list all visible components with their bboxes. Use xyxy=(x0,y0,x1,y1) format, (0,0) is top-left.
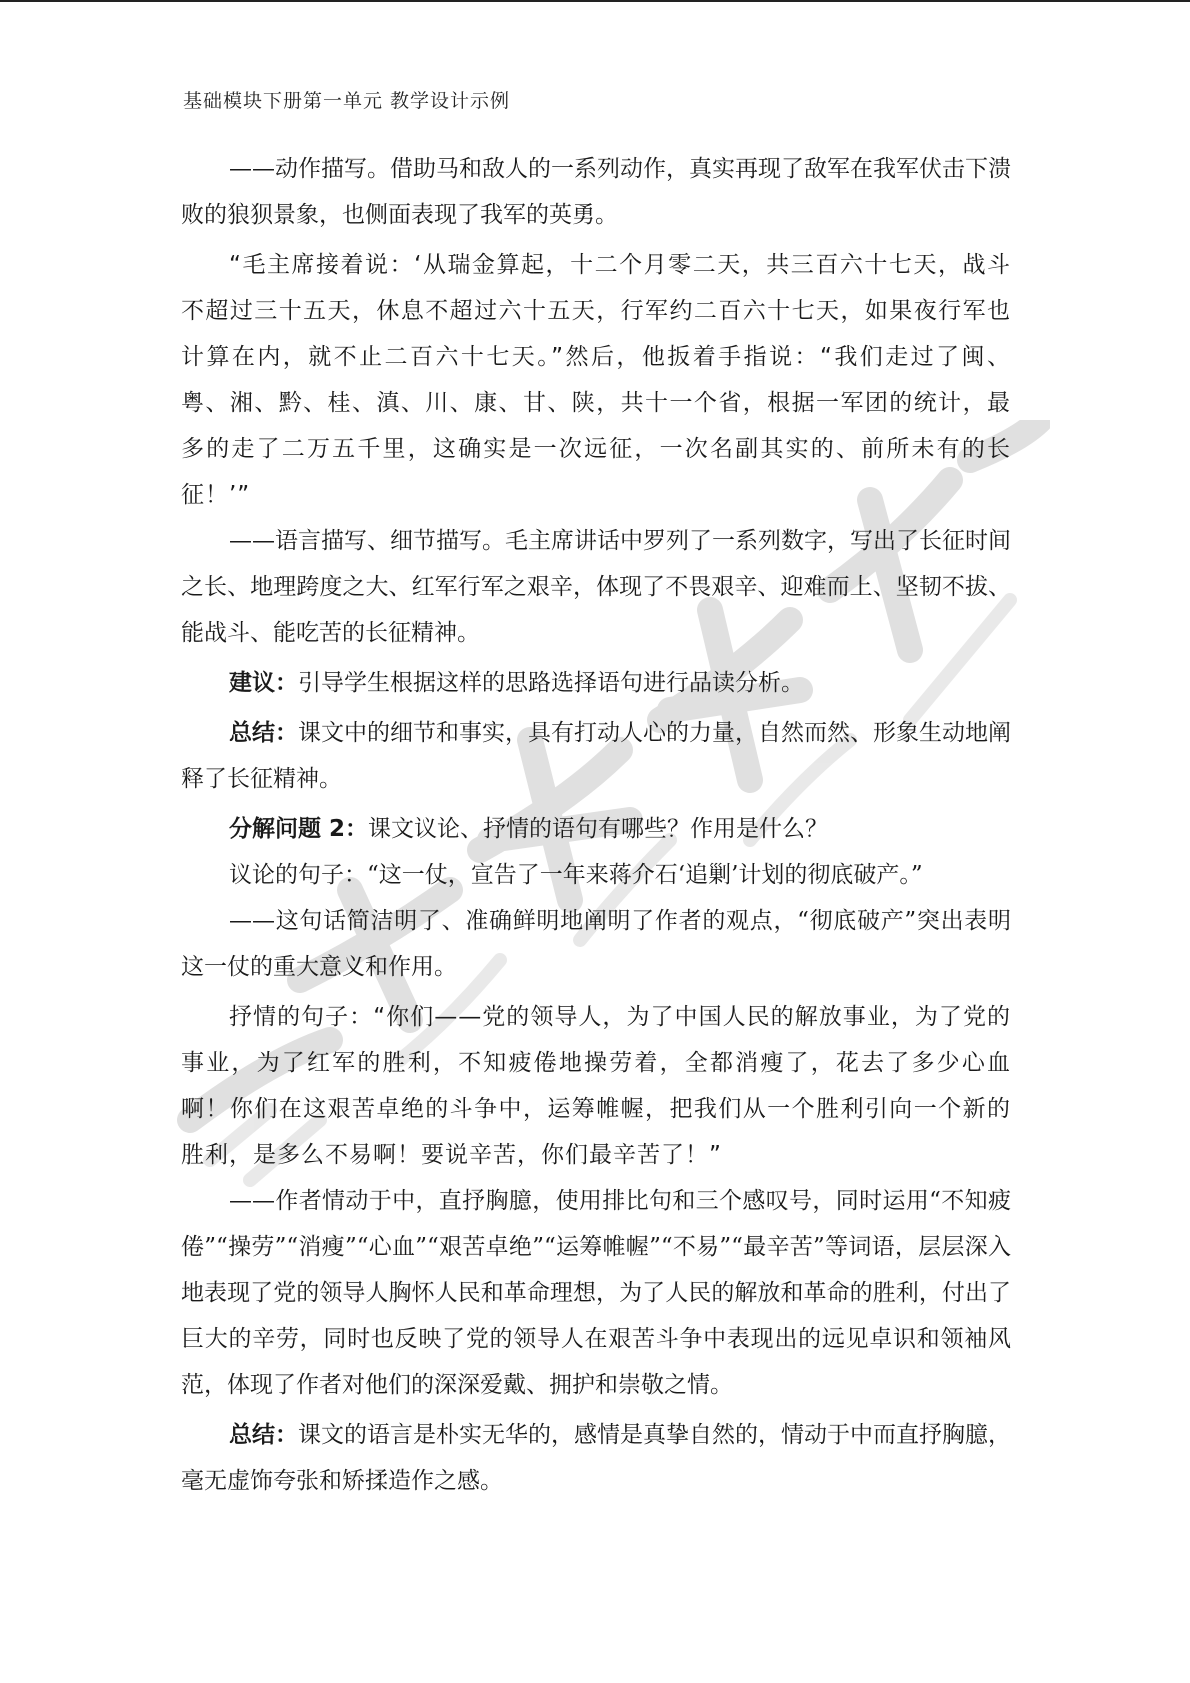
summary-text: 课文中的细节和事实，具有打动人心的力量，自然而然、形象生动地阐释了长征精神。 xyxy=(181,720,1011,792)
paragraph-summary-2 xyxy=(181,1412,1011,1504)
paragraph-argument-analysis: ——这句话简洁明了、准确鲜明地阐明了作者的观点，“彻底破产”突出表明这一仗的重大意义和作用。 xyxy=(181,908,1011,980)
paragraph-lyric-analysis: ——作者情动于中，直抒胸臆，使用排比句和三个感叹号，同时运用“不知疲倦”“操劳”“消瘦”“心血”“艰苦卓绝”“运筹帷幄”“不易”“最辛苦”等词语，层层深入地表现了党的领导人胸怀人民和革命理想，为了人民的解放和革命的胜利，付出了巨大的辛劳，同时也反映了党的领导人在艰苦斗争中表现出的远见卓识和领袖风范，体现了作者对他们的深深爱戴、拥护和崇敬之情。 xyxy=(181,1188,1011,1398)
summary-label: 总结： xyxy=(229,1422,298,1448)
paragraph-summary-1 xyxy=(181,710,1011,802)
main-content xyxy=(181,146,1011,1504)
running-header: 基础模块下册第一单元 教学设计示例 xyxy=(183,90,511,112)
paragraph-chairman-mao-quote: “毛主席接着说：‘从瑞金算起，十二个月零二天，共三百六十七天，战斗不超过三十五天，休息不超过六十五天，行军约二百六十七天，如果夜行军也计算在内，就不止二百六十七天。”然后，他扳着手指说：“我们走过了闽、粤、湘、黔、桂、滇、川、康、甘、陕，共十一个省，根据一军团的统计，最多的走了二万五千里，这确实是一次远征，一次名副其实的、前所未有的长征！’” xyxy=(181,252,1011,508)
suggestion-label: 建议： xyxy=(229,670,298,696)
question-label: 分解问题 2： xyxy=(229,816,369,842)
paragraph-question-2 xyxy=(181,806,1011,852)
paragraph-language-detail-analysis: ——语言描写、细节描写。毛主席讲话中罗列了一系列数字，写出了长征时间之长、地理跨度之大、红军行军之艰辛，体现了不畏艰辛、迎难而上、坚韧不拔、能战斗、能吃苦的长征精神。 xyxy=(181,528,1011,646)
question-text: 课文议论、抒情的语句有哪些？作用是什么？ xyxy=(368,816,829,842)
paragraph-argument-sentence: 议论的句子：“这一仗，宣告了一年来蒋介石‘追剿’计划的彻底破产。” xyxy=(229,862,923,888)
summary-label: 总结： xyxy=(229,720,298,746)
paragraph-suggestion xyxy=(181,660,1011,706)
paragraph-action-description: ——动作描写。借助马和敌人的一系列动作，真实再现了敌军在我军伏击下溃败的狼狈景象，也侧面表现了我军的英勇。 xyxy=(181,156,1011,228)
suggestion-text: 引导学生根据这样的思路选择语句进行品读分析。 xyxy=(298,670,804,696)
paragraph-lyric-sentence: 抒情的句子：“你们——党的领导人，为了中国人民的解放事业，为了党的事业，为了红军的胜利，不知疲倦地操劳着，全都消瘦了，花去了多少心血啊！你们在这艰苦卓绝的斗争中，运筹帷幄，把我们从一个胜利引向一个新的胜利，是多么不易啊！要说辛苦，你们最辛苦了！” xyxy=(181,1004,1011,1168)
summary-text: 课文的语言是朴实无华的，感情是真挚自然的，情动于中而直抒胸臆，毫无虚饰夸张和矫揉造作之感。 xyxy=(181,1422,1011,1494)
top-border-rule xyxy=(0,0,1190,2)
